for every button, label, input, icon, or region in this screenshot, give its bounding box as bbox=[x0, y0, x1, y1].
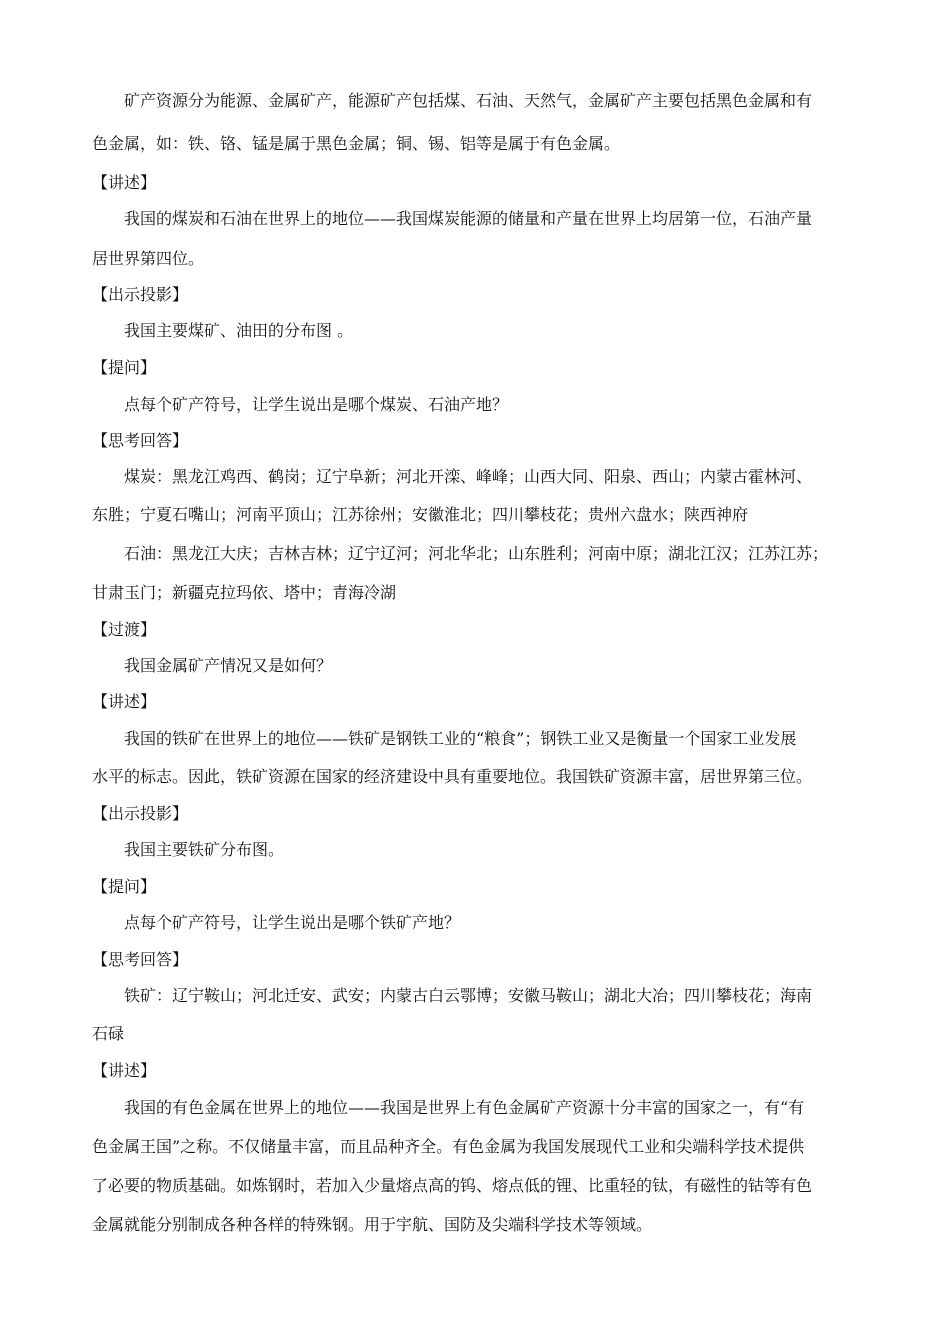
paragraph-line: 居世界第四位。 bbox=[92, 249, 205, 268]
section-heading: 【提问】 bbox=[92, 877, 157, 896]
section-heading: 【过渡】 bbox=[92, 620, 157, 639]
section-heading: 【出示投影】 bbox=[92, 804, 189, 823]
section-heading: 【讲述】 bbox=[92, 692, 157, 711]
section-heading: 【思考回答】 bbox=[92, 431, 189, 450]
section-heading: 【讲述】 bbox=[92, 173, 157, 192]
paragraph-line: 色金属王国”之称。不仅储量丰富，而且品种齐全。有色金属为我国发展现代工业和尖端科学技术提供 bbox=[92, 1137, 805, 1156]
paragraph-line: 我国金属矿产情况又是如何？ bbox=[124, 656, 333, 675]
paragraph-line: 水平的标志。因此，铁矿资源在国家的经济建设中具有重要地位。我国铁矿资源丰富，居世界第三位。 bbox=[92, 767, 813, 786]
paragraph-line: 东胜；宁夏石嘴山；河南平顶山；江苏徐州；安徽淮北；四川攀枝花；贵州六盘水；陕西神府 bbox=[92, 505, 749, 524]
section-heading: 【讲述】 bbox=[92, 1061, 157, 1080]
section-heading: 【提问】 bbox=[92, 358, 157, 377]
paragraph-line: 石碌 bbox=[92, 1024, 125, 1043]
paragraph-line: 了必要的物质基础。如炼钢时，若加入少量熔点高的钨、熔点低的锂、比重轻的钛，有磁性的钴等有色 bbox=[92, 1176, 813, 1195]
paragraph-line: 矿产资源分为能源、金属矿产，能源矿产包括煤、石油、天然气，金属矿产主要包括黑色金属和有 bbox=[124, 91, 813, 110]
paragraph-line: 铁矿：辽宁鞍山；河北迁安、武安；内蒙古白云鄂博；安徽马鞍山；湖北大冶；四川攀枝花；海南 bbox=[124, 986, 813, 1005]
paragraph-line: 我国的煤炭和石油在世界上的地位——我国煤炭能源的储量和产量在世界上均居第一位，石油产量 bbox=[124, 209, 813, 228]
paragraph-line: 我国主要铁矿分布图。 bbox=[124, 840, 285, 859]
paragraph-line: 我国主要煤矿、油田的分布图 。 bbox=[124, 321, 354, 340]
paragraph-line: 点每个矿产符号，让学生说出是哪个煤炭、石油产地？ bbox=[124, 395, 509, 414]
paragraph-line: 我国的有色金属在世界上的地位——我国是世界上有色金属矿产资源十分丰富的国家之一，有“有 bbox=[124, 1098, 805, 1117]
section-heading: 【思考回答】 bbox=[92, 950, 189, 969]
paragraph-line: 我国的铁矿在世界上的地位——铁矿是钢铁工业的“粮食”；钢铁工业又是衡量一个国家工业发展 bbox=[124, 729, 797, 748]
paragraph-line: 甘肃玉门；新疆克拉玛依、塔中；青海冷湖 bbox=[92, 583, 397, 602]
paragraph-line: 色金属，如：铁、铬、锰是属于黑色金属；铜、锡、铝等是属于有色金属。 bbox=[92, 134, 621, 153]
section-heading: 【出示投影】 bbox=[92, 285, 189, 304]
paragraph-line: 点每个矿产符号，让学生说出是哪个铁矿产地？ bbox=[124, 913, 461, 932]
paragraph-line: 金属就能分别制成各种各样的特殊钢。用于宇航、国防及尖端科学技术等领域。 bbox=[92, 1215, 653, 1234]
paragraph-line: 煤炭：黑龙江鸡西、鹤岗；辽宁阜新；河北开滦、峰峰；山西大同、阳泉、西山；内蒙古霍林河、 bbox=[124, 467, 813, 486]
paragraph-line: 石油：黑龙江大庆；吉林吉林；辽宁辽河；河北华北；山东胜利；河南中原；湖北江汉；江苏江苏； bbox=[124, 544, 829, 563]
